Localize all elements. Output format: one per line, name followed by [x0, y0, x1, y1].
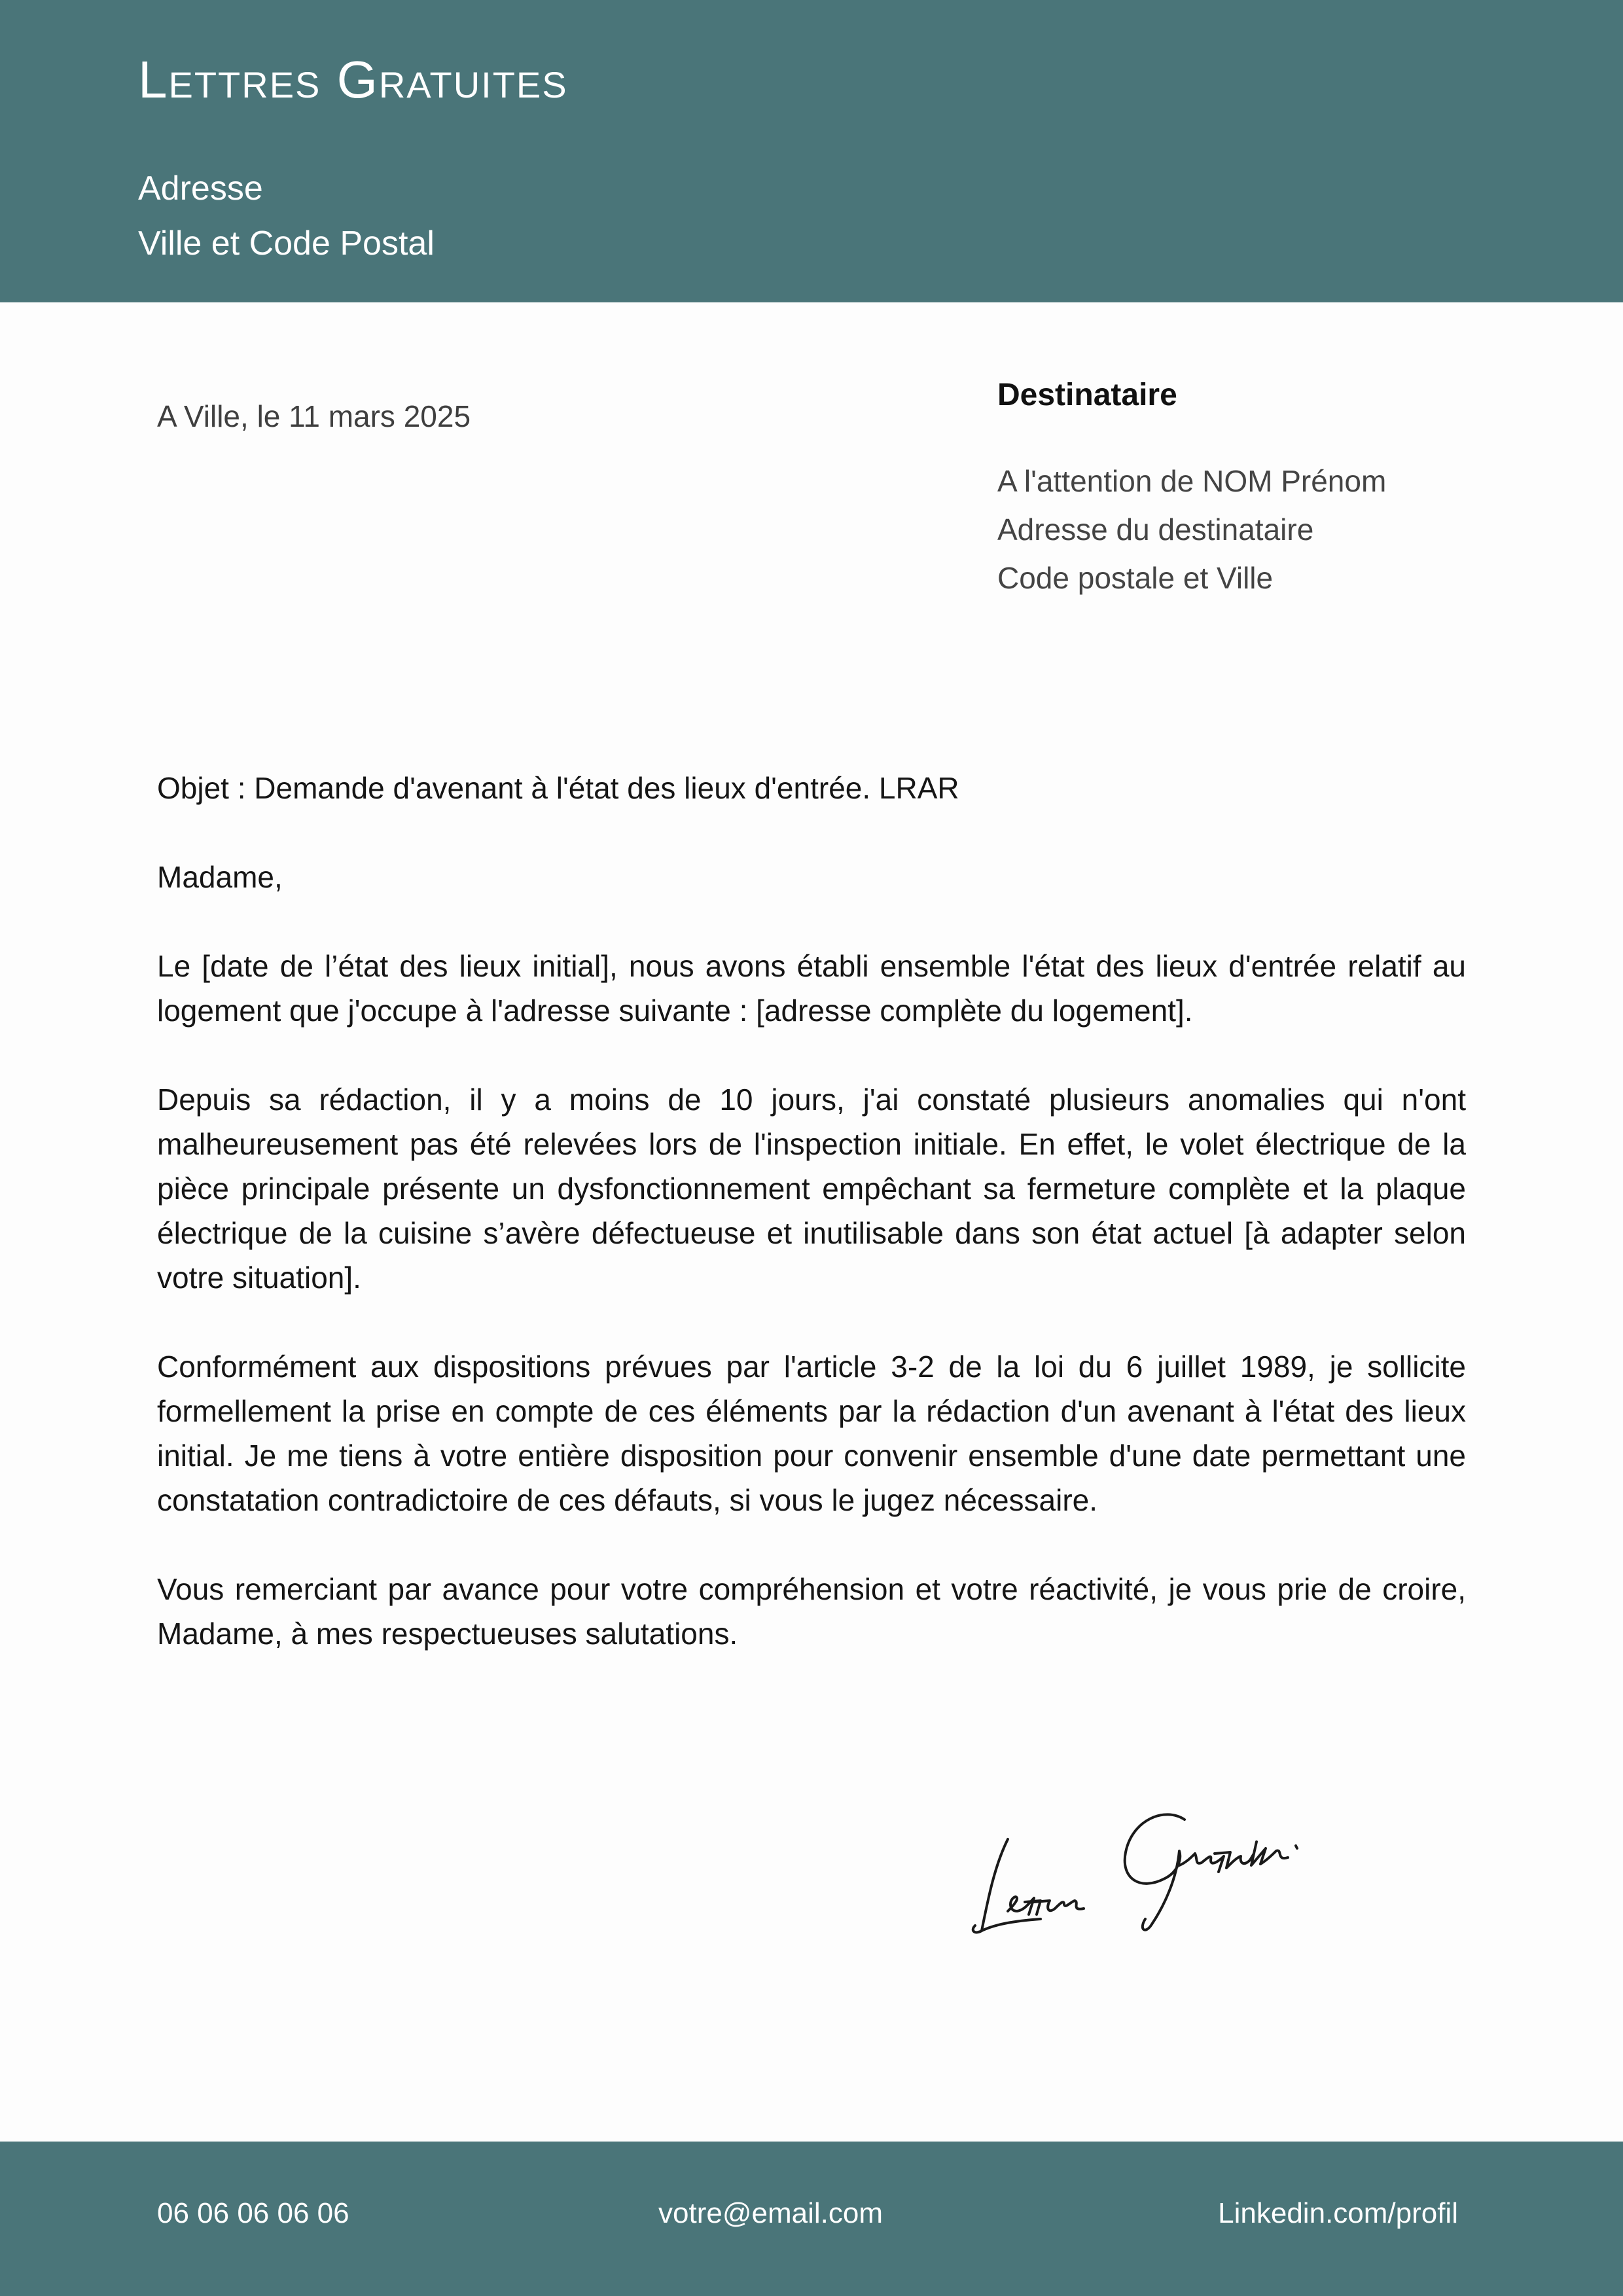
footer-phone: 06 06 06 06 06	[157, 2197, 349, 2229]
letter-salutation: Madame,	[157, 860, 283, 894]
letterhead-banner	[0, 0, 1623, 302]
contact-footer	[0, 2142, 1623, 2296]
sender-address: Adresse	[138, 170, 263, 207]
letter-object: Objet : Demande d'avenant à l'état des lieux d'entrée. LRAR	[157, 771, 959, 805]
recipient-address: Adresse du destinataire	[997, 512, 1314, 547]
handwritten-signature	[969, 1780, 1361, 1950]
recipient-postal-city: Code postale et Ville	[997, 561, 1274, 595]
letter-paragraph: Vous remerciant par avance pour votre compréhension et votre réactivité, je vous prie de croire, Madame, à mes respectueuses salutations.	[157, 1572, 1466, 1651]
recipient-block	[997, 380, 1586, 602]
letter-body	[157, 766, 1466, 1700]
letter-paragraph: Depuis sa rédaction, il y a moins de 10 jours, j'ai constaté plusieurs anomalies qui n'ont malheureusement pas été relevées lors de l'inspection initiale. En effet, le volet électrique de la pièce principale présente un dysfonctionnement empêchant sa fermeture complète et la plaque électrique de la cuisine s’avère défectueuse et inutilisable dans son état actuel [à adapter selon votre situation].	[157, 1083, 1466, 1295]
sender-name: Lettres Gratuites	[138, 50, 568, 109]
footer-linkedin[interactable]: Linkedin.com/profil	[1218, 2197, 1458, 2229]
recipient-heading: Destinataire	[997, 378, 1177, 412]
footer-email[interactable]: votre@email.com	[658, 2197, 883, 2229]
sender-city-postal: Ville et Code Postal	[138, 224, 435, 262]
letter-paragraph: Le [date de l’état des lieux initial], nous avons établi ensemble l'état des lieux d'entrée relatif au logement que j'occupe à l'adresse suivante : [adresse complète du logement].	[157, 949, 1466, 1028]
date-line: A Ville, le 11 mars 2025	[157, 399, 471, 433]
recipient-attention: A l'attention de NOM Prénom	[997, 464, 1387, 498]
letter-paragraph: Conformément aux dispositions prévues par l'article 3-2 de la loi du 6 juillet 1989, je sollicite formellement la prise en compte de ces éléments par la rédaction d'un avenant à l'état des lieux initial. Je me tiens à votre entière disposition pour convenir ensemble d'une date permettant une constatation contradictoire de ces défauts, si vous le jugez nécessaire.	[157, 1350, 1466, 1517]
